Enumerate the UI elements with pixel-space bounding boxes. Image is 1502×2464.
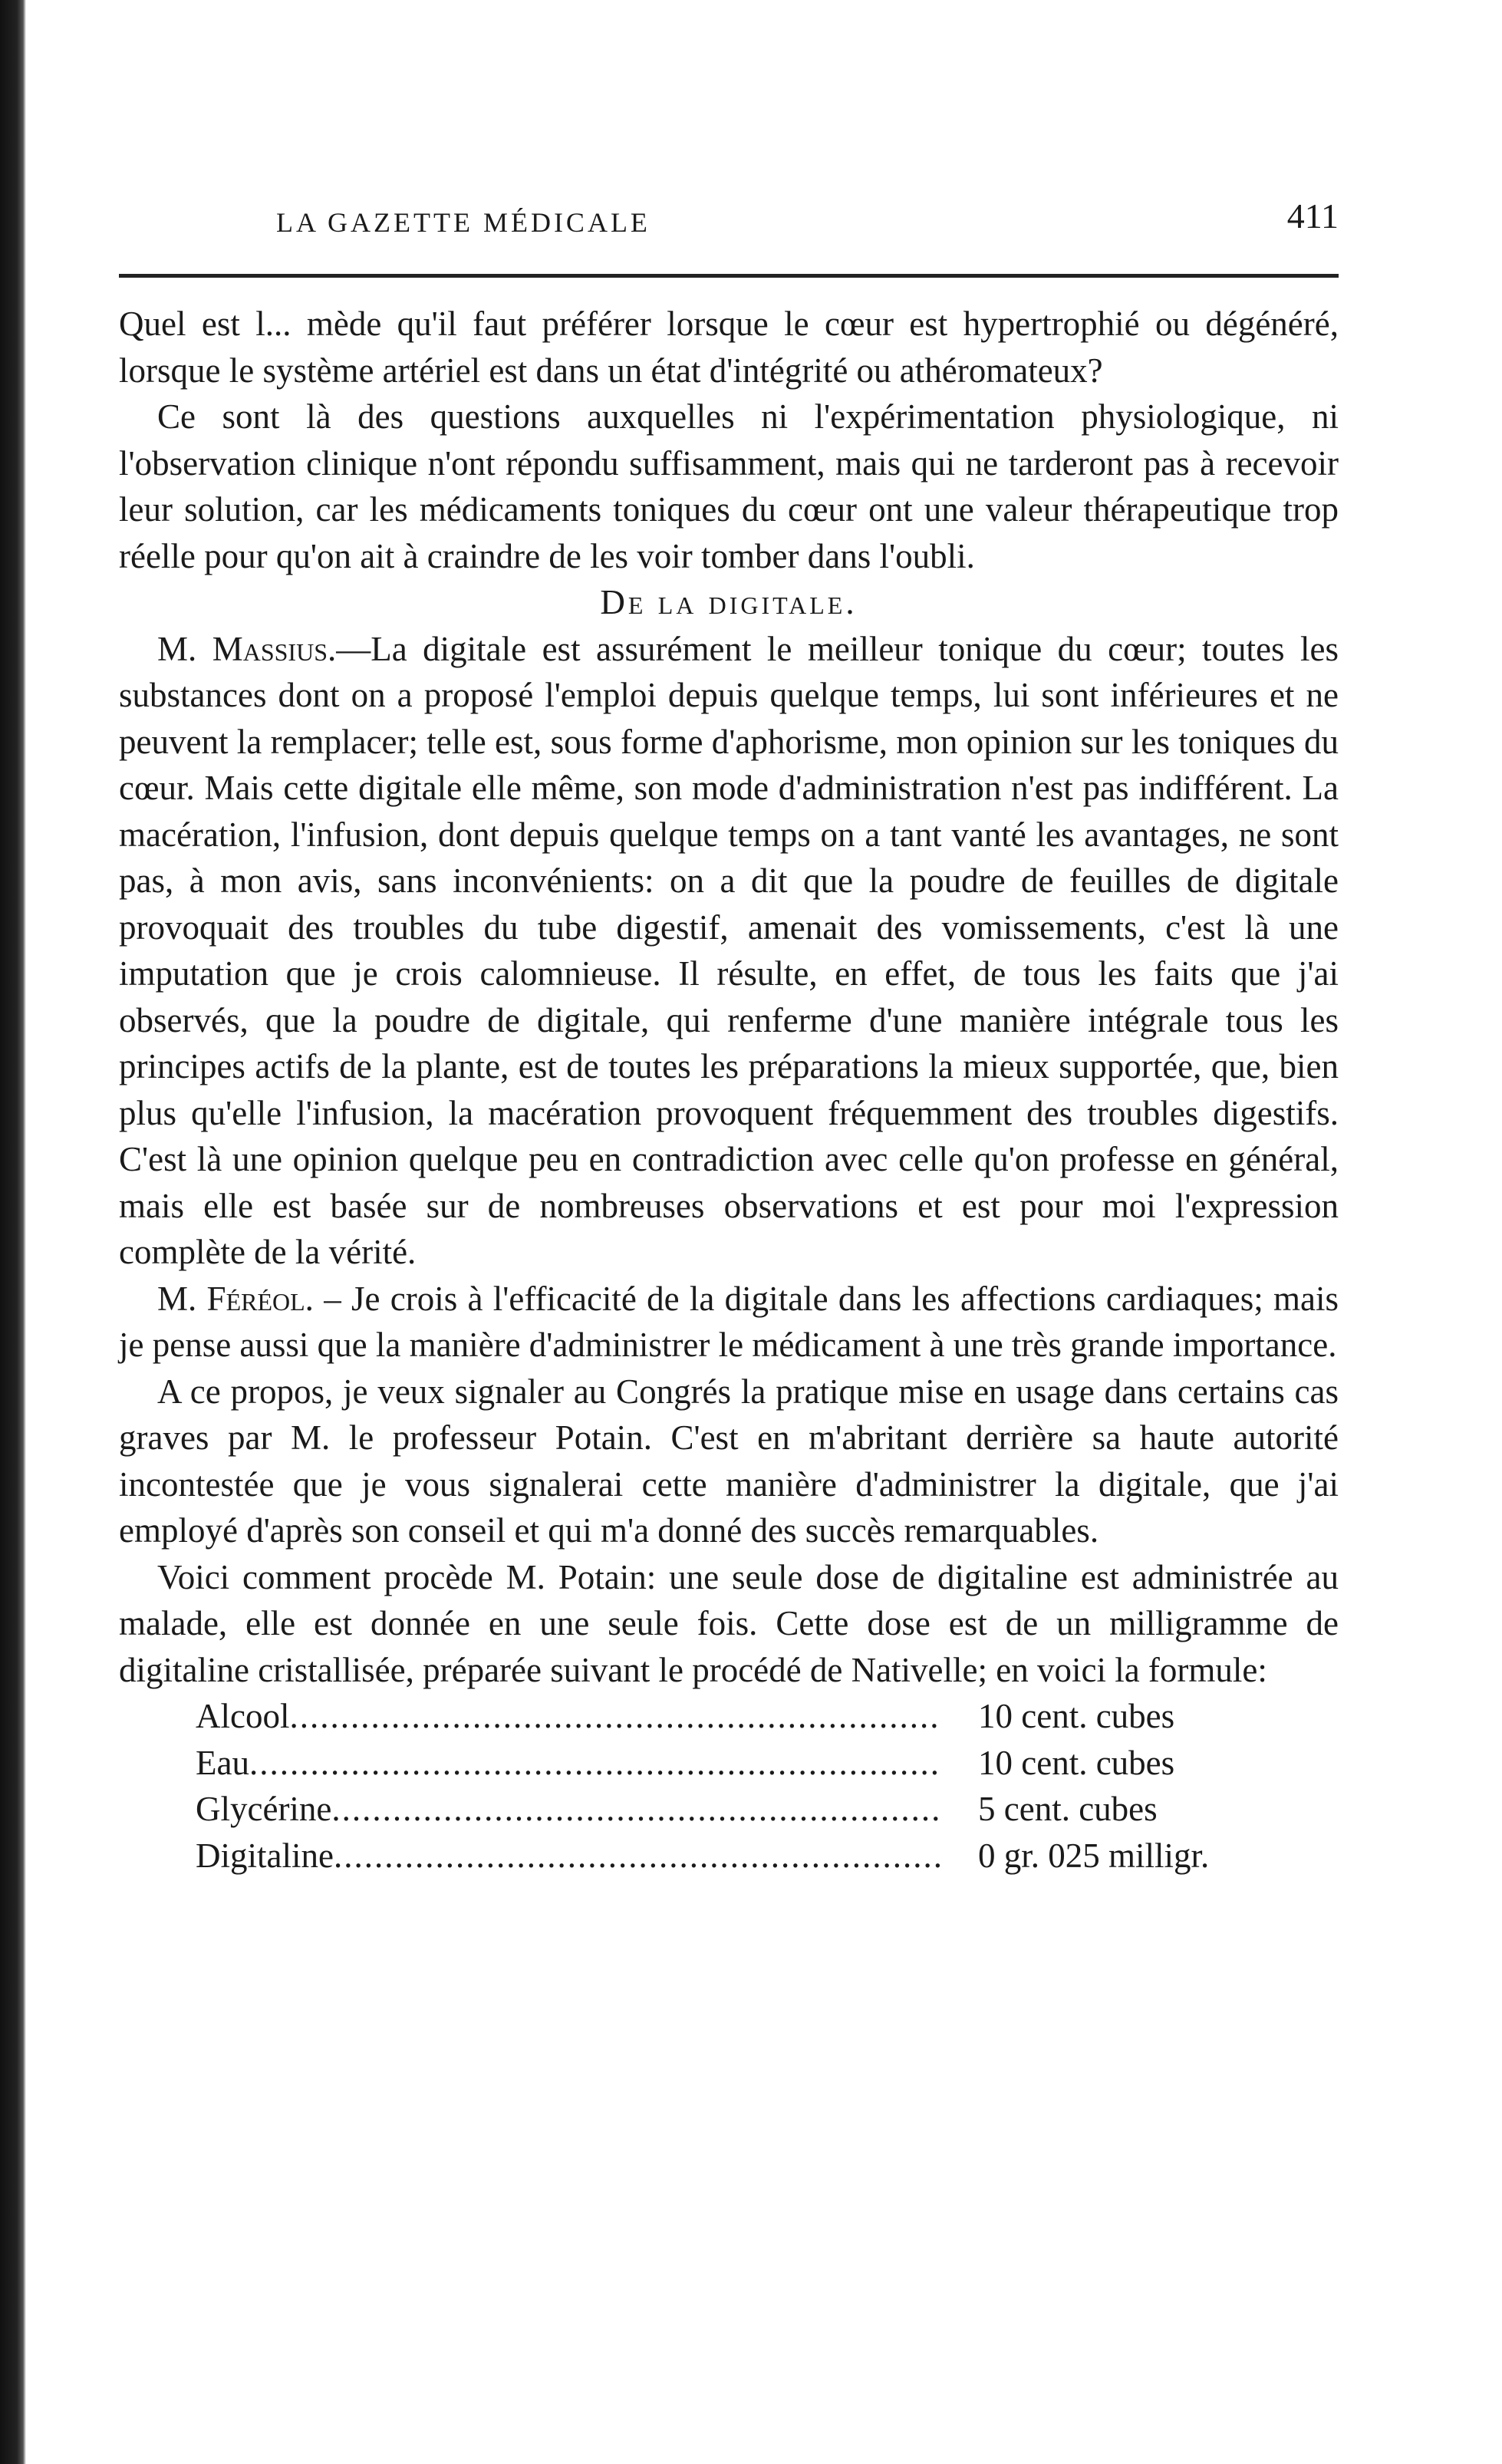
formula-list xyxy=(119,1693,1339,1879)
paragraph-4-text: – Je crois à l'efficacité de la digitale dans les affections cardiaques; mais je pense aussi que la manière d'administrer le médicament à une très grande importance. xyxy=(119,1279,1339,1364)
formula-row xyxy=(196,1786,1285,1833)
formula-ingredient: Eau xyxy=(196,1743,249,1782)
paragraph-3-text: —La digitale est assurément le meilleur tonique du cœur; toutes les substances dont on a proposé l'emploi depuis quelque temps, lui sont inférieures et ne peuvent la remplacer; telle est, sous forme d'aphorisme, mon opinion sur les toniques du cœur. Mais cette digitale elle même, son mode d'administration n'est pas indifférent. La macération, l'infusion, dont depuis quelque temps on a tant vanté les avantages, ne sont pas, à mon avis, sans inconvénients: on a dit que la poudre de feuilles de digitale provoquait des troubles du tube digestif, amenait des vomissements, c'est là une imputation que je crois calomnieuse. Il résulte, en effet, de tous les faits que j'ai observés, que la poudre de digitale, qui renferme d'une manière intégrale tous les principes actifs de la plante, est de toutes les préparations la mieux supportée, que, bien plus qu'elle l'infusion, la macération provoquent fréquemment des troubles digestifs. C'est là une opinion quelque peu en contradiction avec celle qu'on professe en général, mais elle est basée sur de nombreuses observations et est pour moi l'expression complète de la vérité. xyxy=(119,629,1339,1271)
running-head: LA GAZETTE MÉDICALE xyxy=(276,207,651,238)
formula-ingredient: Alcool xyxy=(196,1697,290,1735)
formula-row xyxy=(196,1833,1285,1879)
formula-quantity: 10 cent. cubes xyxy=(978,1697,1175,1735)
speaker-fereol: M. Féréol. xyxy=(157,1279,314,1318)
paragraph-4 xyxy=(119,1276,1339,1369)
page-number: 411 xyxy=(1286,196,1339,236)
dot-leader xyxy=(334,1833,940,1879)
paragraph-6: Voici comment procède M. Potain: une seule dose de digitaline est administrée au malade, elle est donnée en une seule fois. Cette dose est de un milligramme de digitaline cristallisée, préparée suivant le procédé de Nativelle; en voici la formule: xyxy=(119,1557,1339,1689)
formula-row xyxy=(196,1693,1285,1740)
paragraph-1: Quel est l... mède qu'il faut préférer lorsque le cœur est hypertrophié ou dégénéré, lorsque le système artériel est dans un état d'intégrité ou athéromateux? xyxy=(119,305,1339,390)
dot-leader xyxy=(249,1740,940,1787)
paragraph-3 xyxy=(119,626,1339,1276)
dot-leader xyxy=(289,1693,940,1740)
formula-quantity: 5 cent. cubes xyxy=(978,1790,1158,1828)
formula-ingredient: Glycérine xyxy=(196,1790,332,1828)
page-header xyxy=(119,196,1339,242)
formula-quantity: 0 gr. 025 milligr. xyxy=(978,1836,1210,1875)
paragraph-2: Ce sont là des questions auxquelles ni l'expérimentation physiologique, ni l'observation clinique n'ont répondu suffisamment, mais qui ne tarderont pas à recevoir leur solution, car les médicaments toniques du cœur ont une valeur thérapeutique trop réelle pour qu'on ait à craindre de les voir tomber dans l'oubli. xyxy=(119,397,1339,575)
speaker-massius: M. Massius. xyxy=(157,629,337,668)
page-body xyxy=(119,301,1339,1879)
dot-leader xyxy=(331,1786,940,1833)
section-title: De la digitale. xyxy=(600,583,858,621)
header-rule xyxy=(119,274,1339,278)
paragraph-5: A ce propos, je veux signaler au Congrés la pratique mise en usage dans certains cas graves par M. le professeur Potain. C'est en m'abritant derrière sa haute autorité incontestée que je vous signalerai cette manière d'administrer la digitale, que j'ai employé d'après son conseil et qui m'a donné des succès remarquables. xyxy=(119,1372,1339,1550)
book-spine-shadow xyxy=(0,0,26,2464)
formula-quantity: 10 cent. cubes xyxy=(978,1743,1175,1782)
formula-row xyxy=(196,1740,1285,1787)
formula-ingredient: Digitaline xyxy=(196,1836,334,1875)
